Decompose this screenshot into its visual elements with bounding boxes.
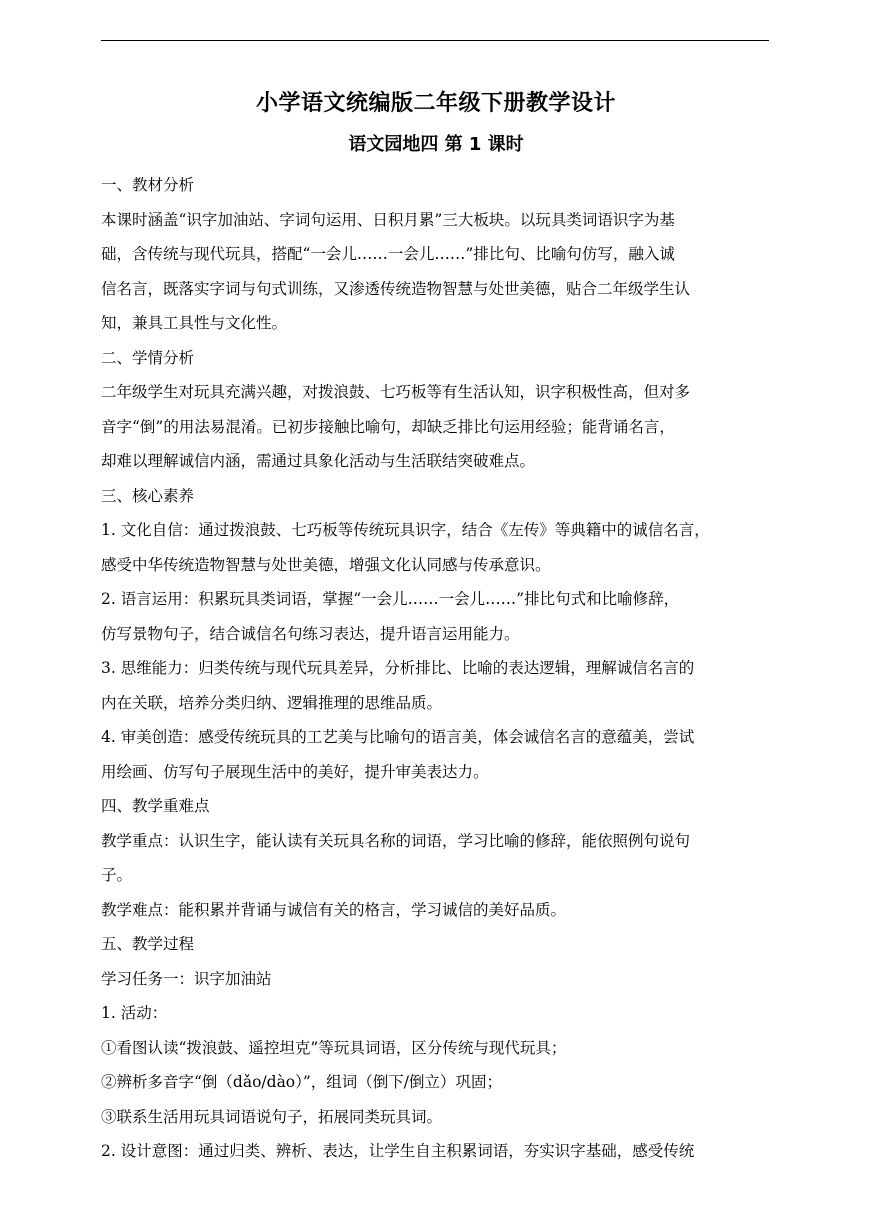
paragraph-line: 知，兼具工具性与文化性。 — [101, 314, 288, 332]
section-heading-teaching-process: 五、教学过程 — [101, 935, 195, 953]
paragraph-line: 2. 设计意图：通过归类、辨析、表达，让学生自主积累词语，夯实识字基础，感受传统 — [101, 1142, 695, 1160]
paragraph-line: 内在关联，培养分类归纳、逻辑推理的思维品质。 — [101, 693, 443, 712]
header-rule — [101, 40, 769, 41]
section-heading-student-analysis: 二、学情分析 — [101, 348, 195, 367]
section-heading-core-literacy: 三、核心素养 — [101, 486, 195, 505]
section-heading-textbook-analysis: 一、教材分析 — [101, 176, 195, 194]
paragraph-line: 感受中华传统造物智慧与处世美德，增强文化认同感与传承意识。 — [101, 555, 551, 574]
paragraph-line: 础，含传统与现代玩具，搭配“一会儿……一会儿……”排比句、比喻句仿写，融入诚 — [101, 245, 675, 263]
document-body — [101, 86, 771, 1169]
paragraph-line: 教学难点：能积累并背诵与诚信有关的格言，学习诚信的美好品质。 — [101, 900, 567, 919]
paragraph-line: 却难以理解诚信内涵，需通过具象化活动与生活联结突破难点。 — [101, 452, 536, 470]
activity-item: ③联系生活用玩具词语说句子，拓展同类玩具词。 — [101, 1107, 443, 1126]
paragraph-line: 本课时涵盖“识字加油站、字词句运用、日积月累”三大板块。以玩具类词语识字为基 — [101, 210, 675, 229]
lesson-subtitle: 语文园地四 第 1 课时 — [348, 134, 524, 155]
paragraph-line: 2. 语言运用：积累玩具类词语，掌握“一会儿……一会儿……”排比句式和比喻修辞， — [101, 590, 680, 608]
section-heading-key-points: 四、教学重难点 — [101, 797, 210, 815]
document-title: 小学语文统编版二年级下册教学设计 — [255, 91, 616, 116]
paragraph-line: 用绘画、仿写句子展现生活中的美好，提升审美表达力。 — [101, 762, 489, 781]
task-title: 学习任务一：识字加油站 — [101, 969, 272, 988]
paragraph-line: 信名言，既落实字词与句式训练，又渗透传统造物智慧与处世美德，贴合二年级学生认 — [101, 279, 691, 298]
activity-item: ①看图认读“拨浪鼓、遥控坦克”等玩具词语，区分传统与现代玩具； — [101, 1038, 567, 1057]
paragraph-line: 子。 — [101, 866, 133, 884]
paragraph-line: 音字“倒”的用法易混淆。已初步接触比喻句，却缺乏排比句运用经验；能背诵名言， — [101, 417, 675, 436]
paragraph-line: 4. 审美创造：感受传统玩具的工艺美与比喻句的语言美，体会诚信名言的意蕴美，尝试 — [101, 728, 695, 746]
paragraph-line: 仿写景物句子，结合诚信名句练习表达，提升语言运用能力。 — [101, 624, 520, 643]
paragraph-line: 1. 文化自信：通过拨浪鼓、七巧板等传统玩具识字，结合《左传》等典籍中的诚信名言， — [101, 521, 710, 539]
paragraph-line: 教学重点：认识生字，能认读有关玩具名称的词语，学习比喻的修辞，能依照例句说句 — [101, 831, 691, 850]
paragraph-line: 二年级学生对玩具充满兴趣，对拨浪鼓、七巧板等有生活认知，识字积极性高，但对多 — [101, 383, 691, 401]
paragraph-line: 3. 思维能力：归类传统与现代玩具差异，分析排比、比喻的表达逻辑，理解诚信名言的 — [101, 659, 695, 677]
activity-label: 1. 活动： — [101, 1004, 168, 1022]
activity-item: ②辨析多音字“倒（dǎo/dào）”，组词（倒下/倒立）巩固； — [101, 1073, 503, 1091]
